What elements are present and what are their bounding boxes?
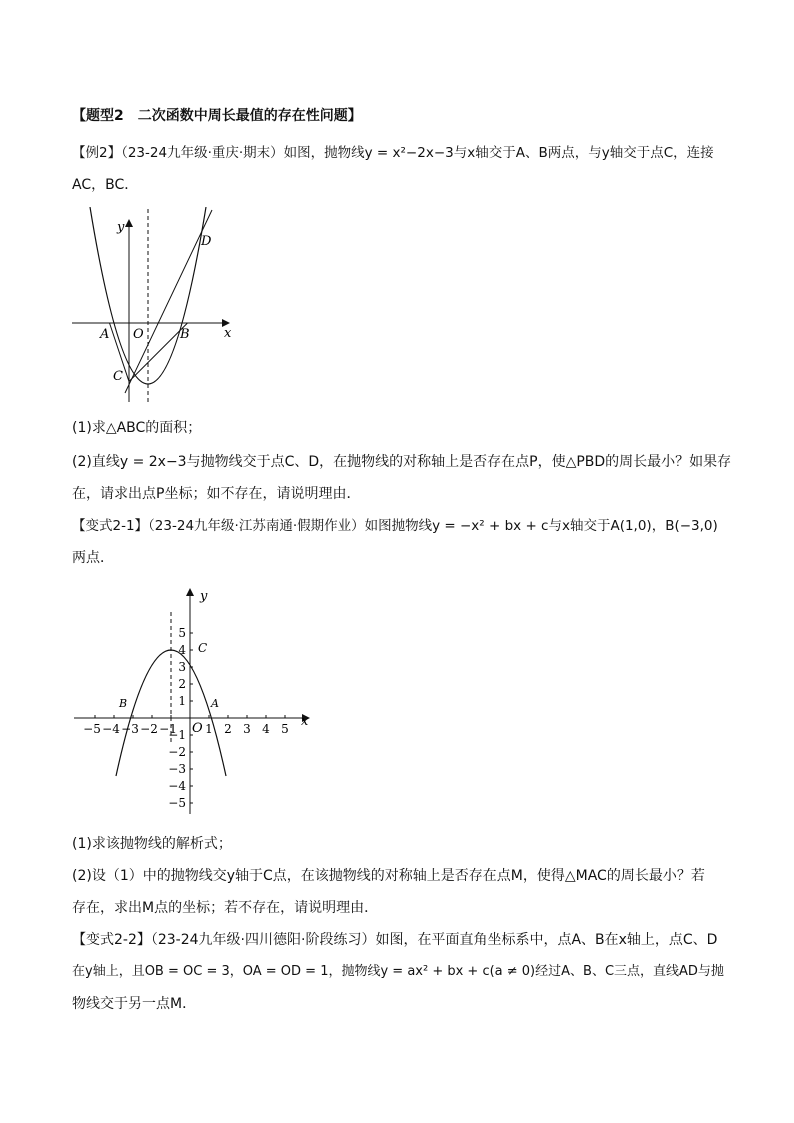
variant22-text-line2: 在y轴上，且OB = OC = 3，OA = OD = 1，抛物线y = ax² + bx + c(a ≠ 0)经过A、B、C三点，直线AD与抛	[72, 964, 724, 979]
variant21-text-line2: 两点．	[72, 550, 114, 566]
figure2-y-tick: −1	[168, 728, 186, 742]
figure2-y-tick: −5	[168, 796, 186, 810]
figure2-x-label: x	[301, 714, 309, 729]
figure2-y-tick: 2	[178, 677, 186, 691]
figure2-origin-label: O	[192, 721, 203, 736]
figure2-x-tick: 5	[281, 722, 289, 736]
variant21-question2-line2: 存在，求出M点的坐标；若不存在，请说明理由．	[72, 900, 379, 916]
figure2-x-tick: 3	[243, 722, 251, 736]
variant21-question2-line1: (2)设（1）中的抛物线交y轴于C点，在该抛物线的对称轴上是否存在点M，使得△MAC的周长最小？若	[72, 868, 705, 884]
example2-text-line2: AC，BC．	[72, 177, 139, 193]
figure2-y-tick: 5	[178, 626, 186, 640]
figure2-y-tick: 4	[178, 643, 186, 657]
variant22-text-line3: 物线交于另一点M．	[72, 996, 197, 1012]
figure1-parabola-graph	[70, 207, 240, 407]
figure2-x-tick: −2	[140, 722, 158, 736]
figure1-y-label: y	[117, 220, 125, 235]
figure2-x-tick: 1	[205, 722, 213, 736]
figure2-x-tick: −1	[159, 722, 177, 736]
example2-text-line1: 【例2】（23-24九年级·重庆·期末）如图，抛物线y = x²−2x−3与x轴交于A、B两点，与y轴交于点C，连接	[72, 145, 714, 161]
figure2-y-tick: −3	[168, 762, 186, 776]
example2-question1: (1)求△ABC的面积；	[72, 420, 202, 436]
figure2-y-tick: −2	[168, 745, 186, 759]
figure2-point-a-label: A	[211, 697, 219, 710]
example2-question2-line2: 在，请求出点P坐标；如不存在，请说明理由．	[72, 486, 361, 502]
figure1-point-c-label: C	[113, 369, 123, 384]
figure2-x-tick: 4	[262, 722, 270, 736]
figure2-y-label: y	[200, 589, 208, 604]
figure1-origin-label: O	[133, 327, 144, 342]
figure1-point-b-label: B	[180, 327, 190, 342]
figure2-x-tick: −3	[121, 722, 139, 736]
figure1-x-label: x	[224, 326, 232, 341]
figure2-x-tick: 2	[224, 722, 232, 736]
figure1-point-a-label: A	[100, 327, 110, 342]
figure2-parabola-graph	[70, 582, 320, 822]
variant21-question1: (1)求该抛物线的解析式；	[72, 836, 232, 852]
figure2-y-tick: −4	[168, 779, 186, 793]
figure2-x-tick: −5	[83, 722, 101, 736]
variant21-text-line1: 【变式2-1】（23-24九年级·江苏南通·假期作业）如图抛物线y = −x² + bx + c与x轴交于A(1,0)，B(−3,0)	[72, 518, 718, 534]
variant22-text-line1: 【变式2-2】（23-24九年级·四川德阳·阶段练习）如图，在平面直角坐标系中，点A、B在x轴上，点C、D	[72, 932, 718, 948]
figure2-y-tick: 1	[178, 694, 186, 708]
example2-question2-line1: (2)直线y = 2x−3与抛物线交于点C、D，在抛物线的对称轴上是否存在点P，使△PBD的周长最小？如果存	[72, 454, 732, 470]
figure2-point-b-label: B	[119, 697, 128, 710]
section-title: 【题型2 二次函数中周长最值的存在性问题】	[72, 108, 362, 124]
figure2-y-tick: 3	[178, 660, 186, 674]
figure2-x-tick: −4	[102, 722, 120, 736]
figure2-point-c-label: C	[198, 641, 208, 655]
figure1-point-d-label: D	[201, 234, 212, 249]
